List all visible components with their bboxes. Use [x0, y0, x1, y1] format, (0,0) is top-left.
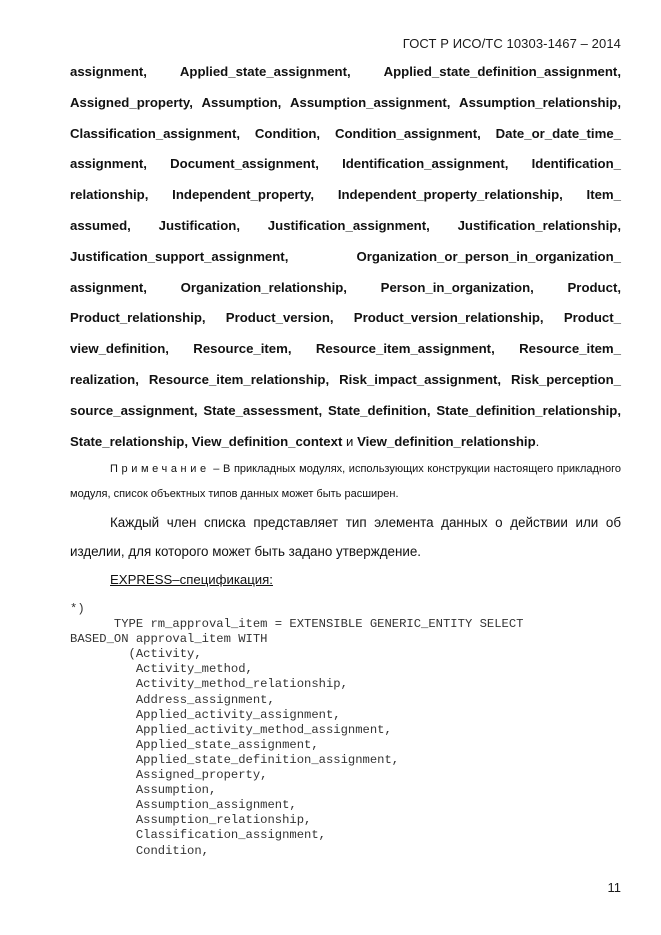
express-code-block [70, 602, 523, 859]
list-conjunction: и [346, 433, 354, 449]
code-line: Assumption, [70, 783, 217, 798]
express-heading: EXPRESS–спецификация: [110, 572, 273, 587]
code-line: Classification_assignment, [70, 828, 326, 843]
standard-designation: ГОСТ Р ИСО/ТС 10303-1467 – 2014 [402, 36, 621, 51]
note-dash: – [213, 463, 220, 475]
code-line: BASED_ON approval_item WITH [70, 632, 268, 647]
code-line: Applied_activity_method_assignment, [70, 722, 392, 737]
code-line: Activity_method_relationship, [70, 677, 348, 692]
code-line: *) [70, 602, 85, 616]
code-line: Address_assignment, [70, 692, 275, 707]
list-terminator: . [535, 433, 540, 449]
code-line: Applied_state_definition_assignment, [70, 752, 400, 767]
code-line: TYPE rm_approval_item = EXTENSIBLE GENERIC_ENTITY SELECT [70, 617, 524, 632]
page-number: 11 [607, 880, 621, 895]
note-paragraph [70, 457, 621, 507]
code-line: Assumption_assignment, [70, 798, 297, 813]
code-line: Condition, [70, 843, 209, 858]
code-line: Applied_state_assignment, [70, 737, 319, 752]
note-text: В прикладных модулях, использующих конструкции настоящего прикладного модуля, список объектных типов данных может быть расширен. [70, 463, 621, 500]
note-label: Примечание [110, 463, 210, 475]
code-line: Assigned_property, [70, 768, 268, 783]
select-items-last: View_definition_relationship [357, 433, 536, 449]
code-line: Assumption_relationship, [70, 813, 312, 828]
select-items-list: assignment, Applied_state_assignment, Applied_state_definition_assignment, Assigned_property, Assumption, Assumption_assignment, Assumption_relationship, Classification_assignment, Condition, Condition_assignment, Date_or_date_time_ assignment, Document_assignment, Identification_assignment, Identification_ relationship, Independent_property, Independent_property_relationship, Item_ assumed, Justification, Justification_assignment, Justification_relationship, Justification_support_assignment, Organization_or_person_in_organization_ assignment, Organization_relationship, Person_in_organization, Product, Product_relationship, Product_version, Product_version_relationship, Product_ view_definition, Resource_item, Resource_item_assignment, Resource_item_ realization, Resource_item_relationship, Risk_impact_assignment, Risk_perception_ source_assignment, State_assessment, State_definition, State_definition_relationship, State_relationship, View_definition_context [70, 64, 621, 449]
code-line: (Activity, [70, 647, 202, 662]
code-line: Activity_method, [70, 662, 253, 677]
select-items-paragraph [70, 57, 621, 457]
description-paragraph: Каждый член списка представляет тип элемента данных о действии или об изделии, для которого может быть задано утверждение. [70, 515, 621, 559]
code-line: Applied_activity_assignment, [70, 707, 341, 722]
